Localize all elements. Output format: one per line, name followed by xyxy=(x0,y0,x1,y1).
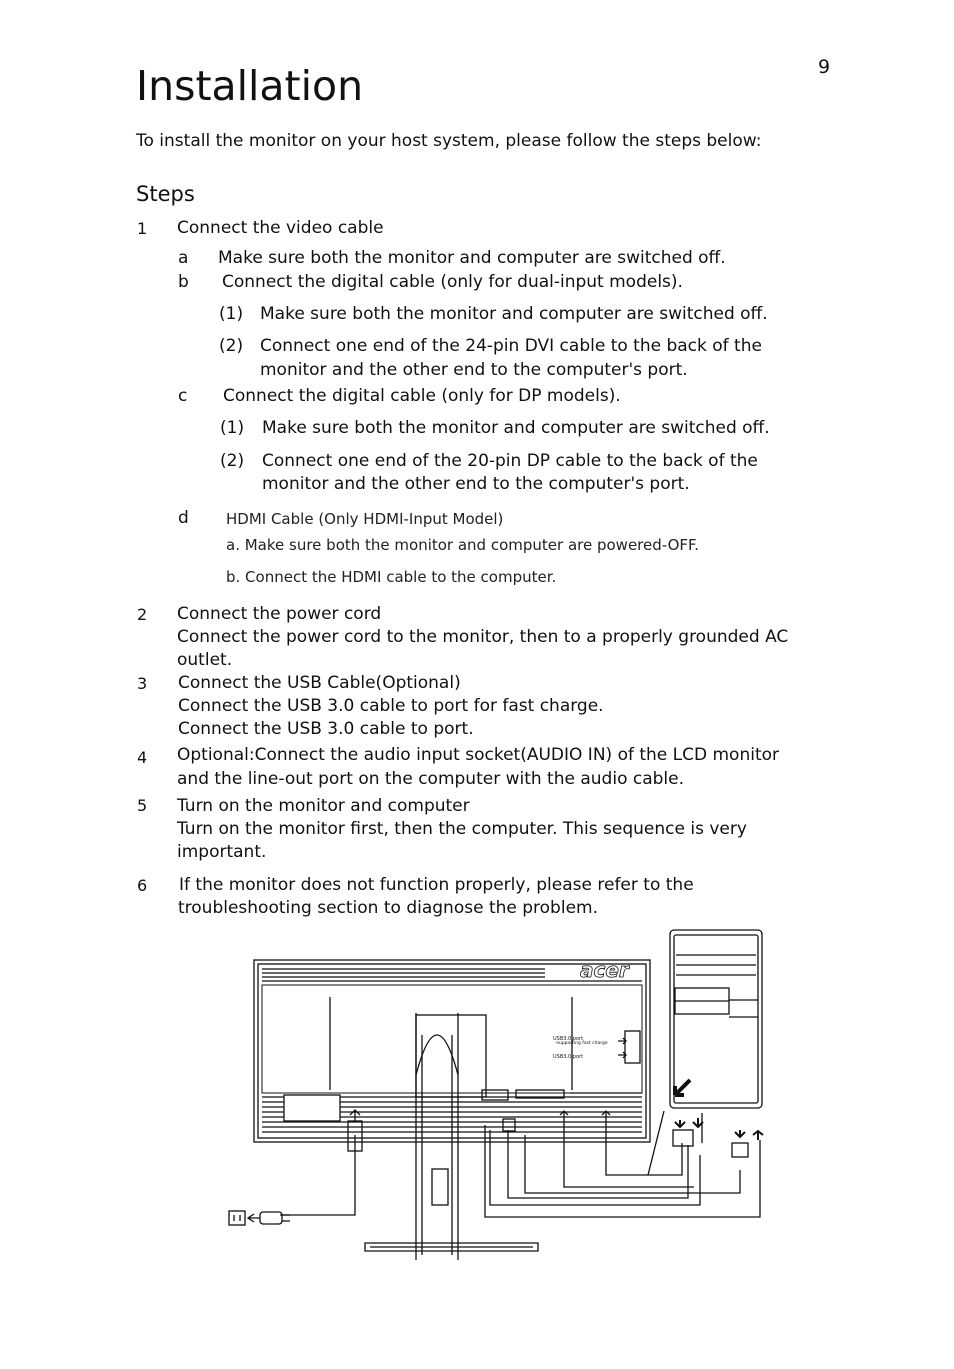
step-text: Connect the power cord to the monitor, then to a properly grounded AC xyxy=(177,627,789,647)
step-text: Connect the USB 3.0 cable to port. xyxy=(178,719,474,739)
item-text: Make sure both the monitor and computer are switched off. xyxy=(260,304,768,324)
substep-text: HDMI Cable (Only HDMI-Input Model) xyxy=(226,510,504,528)
step-text: If the monitor does not function properly, please refer to the xyxy=(179,875,694,895)
cables xyxy=(280,1110,763,1217)
step-text: Optional:Connect the audio input socket(AUDIO IN) of the LCD monitor xyxy=(177,745,780,765)
substep-marker: d xyxy=(178,508,189,528)
item-marker: (2) xyxy=(219,336,244,356)
step-title: Connect the power cord xyxy=(177,604,382,624)
item-text: monitor and the other end to the computer's port. xyxy=(262,474,690,494)
step-number: 4 xyxy=(137,748,148,767)
pc-tower xyxy=(670,930,762,1108)
step-text: troubleshooting section to diagnose the problem. xyxy=(178,898,598,918)
step-number: 6 xyxy=(137,876,148,895)
step-text: important. xyxy=(177,842,267,862)
item-marker: (1) xyxy=(220,418,245,438)
substep-text: a. Make sure both the monitor and computer are powered-OFF. xyxy=(226,536,700,554)
item-marker: (1) xyxy=(219,304,244,324)
step-text: and the line-out port on the computer with the audio cable. xyxy=(177,769,685,789)
item-text: monitor and the other end to the computer's port. xyxy=(260,360,688,380)
substep-text: Connect the digital cable (only for DP models). xyxy=(223,386,621,406)
substep-text: b. Connect the HDMI cable to the computer. xyxy=(226,568,557,586)
usb-label: USB3.0 port xyxy=(553,1054,584,1060)
step-text: Connect the USB 3.0 cable to port for fast charge. xyxy=(178,696,604,716)
step-number: 1 xyxy=(137,219,148,238)
substep-marker: b xyxy=(178,272,189,292)
step-title: Connect the video cable xyxy=(177,218,384,238)
item-text: Connect one end of the 24-pin DVI cable to the back of the xyxy=(260,336,762,356)
step-text: outlet. xyxy=(177,650,233,670)
substep-text: Connect the digital cable (only for dual-input models). xyxy=(222,272,683,292)
step-number: 3 xyxy=(137,674,148,693)
step-text: Turn on the monitor first, then the computer. This sequence is very xyxy=(177,819,747,839)
monitor-stand xyxy=(365,1013,538,1260)
usb-label-fast-note: -supporting fast charge xyxy=(555,1041,608,1046)
page-title: Installation xyxy=(136,62,364,110)
port-row xyxy=(482,1090,642,1100)
power-outlet xyxy=(229,1211,290,1225)
substep-marker: a xyxy=(178,248,189,268)
intro-text: To install the monitor on your host system, please follow the steps below: xyxy=(136,131,762,151)
usb-label-fast: USB3.0 port xyxy=(553,1036,584,1042)
connection-diagram xyxy=(220,925,780,1265)
item-text: Make sure both the monitor and computer are switched off. xyxy=(262,418,770,438)
substep-marker: c xyxy=(178,386,188,406)
step-title: Connect the USB Cable(Optional) xyxy=(178,673,461,693)
steps-heading: Steps xyxy=(136,182,195,206)
step-title: Turn on the monitor and computer xyxy=(177,796,470,816)
item-text: Connect one end of the 20-pin DP cable to the back of the xyxy=(262,451,758,471)
item-marker: (2) xyxy=(220,451,245,471)
page-number: 9 xyxy=(818,56,831,78)
step-number: 5 xyxy=(137,796,148,815)
substep-text: Make sure both the monitor and computer are switched off. xyxy=(218,248,726,268)
brand-logo: acer xyxy=(580,958,629,982)
step-number: 2 xyxy=(137,605,148,624)
